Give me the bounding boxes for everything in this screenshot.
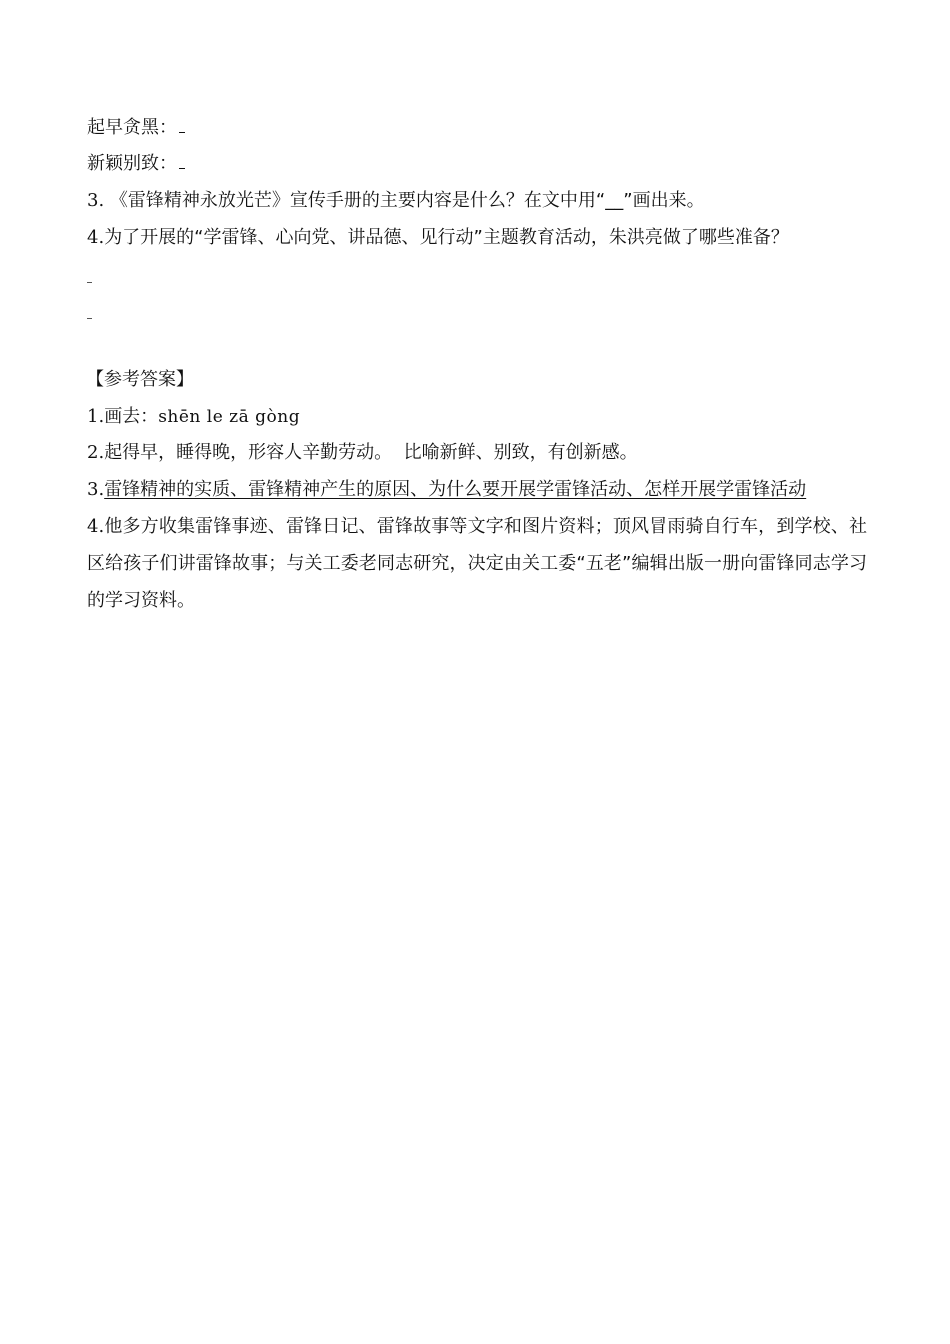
answer-4: [87, 508, 867, 619]
answer-3-number: 3.: [87, 479, 105, 500]
question-4-text: 为了开展的“学雷锋、心向党、讲品德、见行动”主题教育活动，朱洪亮做了哪些准备？: [104, 227, 789, 248]
answer-2: [87, 441, 638, 465]
answer-4-number: 4.: [87, 516, 105, 537]
word2-label: 新颖别致：: [87, 153, 177, 174]
question-3: [87, 189, 705, 213]
question-4: [87, 226, 789, 250]
answer-4-text: 他多方收集雷锋事迹、雷锋日记、雷锋故事等文字和图片资料；顶风冒雨骑自行车，到学校、社区给孩子们讲雷锋故事；与关工委老同志研究，决定由关工委“五老”编辑出版一册向雷锋同志学习的学习资料。: [87, 516, 867, 611]
answer-3-text: 雷锋精神的实质、雷锋精神产生的原因、为什么要开展学雷锋活动、怎样开展学雷锋活动: [104, 479, 807, 500]
question-3-text: 《雷锋精神永放光芒》宣传手册的主要内容是什么？在文中用“__”画出来。: [109, 190, 705, 211]
answer-1-number: 1.: [87, 406, 105, 427]
answers-heading: 【参考答案】: [86, 369, 194, 390]
answer-2-number: 2.: [87, 442, 105, 463]
question-4-number: 4.: [87, 227, 105, 248]
answer-3: [87, 478, 806, 502]
question-3-number: 3.: [87, 190, 105, 211]
answer-1: [87, 405, 300, 429]
answer-1-pinyin: shēn le zā gòng: [158, 407, 301, 427]
word1-line: [87, 116, 185, 140]
answer-line-1[interactable]: [87, 282, 92, 283]
word1-label: 起早贪黑：: [87, 117, 177, 138]
answer-2-text: 起得早，睡得晚，形容人辛勤劳动。 比喻新鲜、别致，有创新感。: [104, 442, 638, 463]
word1-answer-blank[interactable]: [179, 118, 185, 133]
word2-line: [87, 152, 185, 176]
answer-line-2[interactable]: [87, 318, 92, 319]
answer-1-label: 画去：: [104, 406, 159, 427]
word2-answer-blank[interactable]: [179, 154, 185, 169]
